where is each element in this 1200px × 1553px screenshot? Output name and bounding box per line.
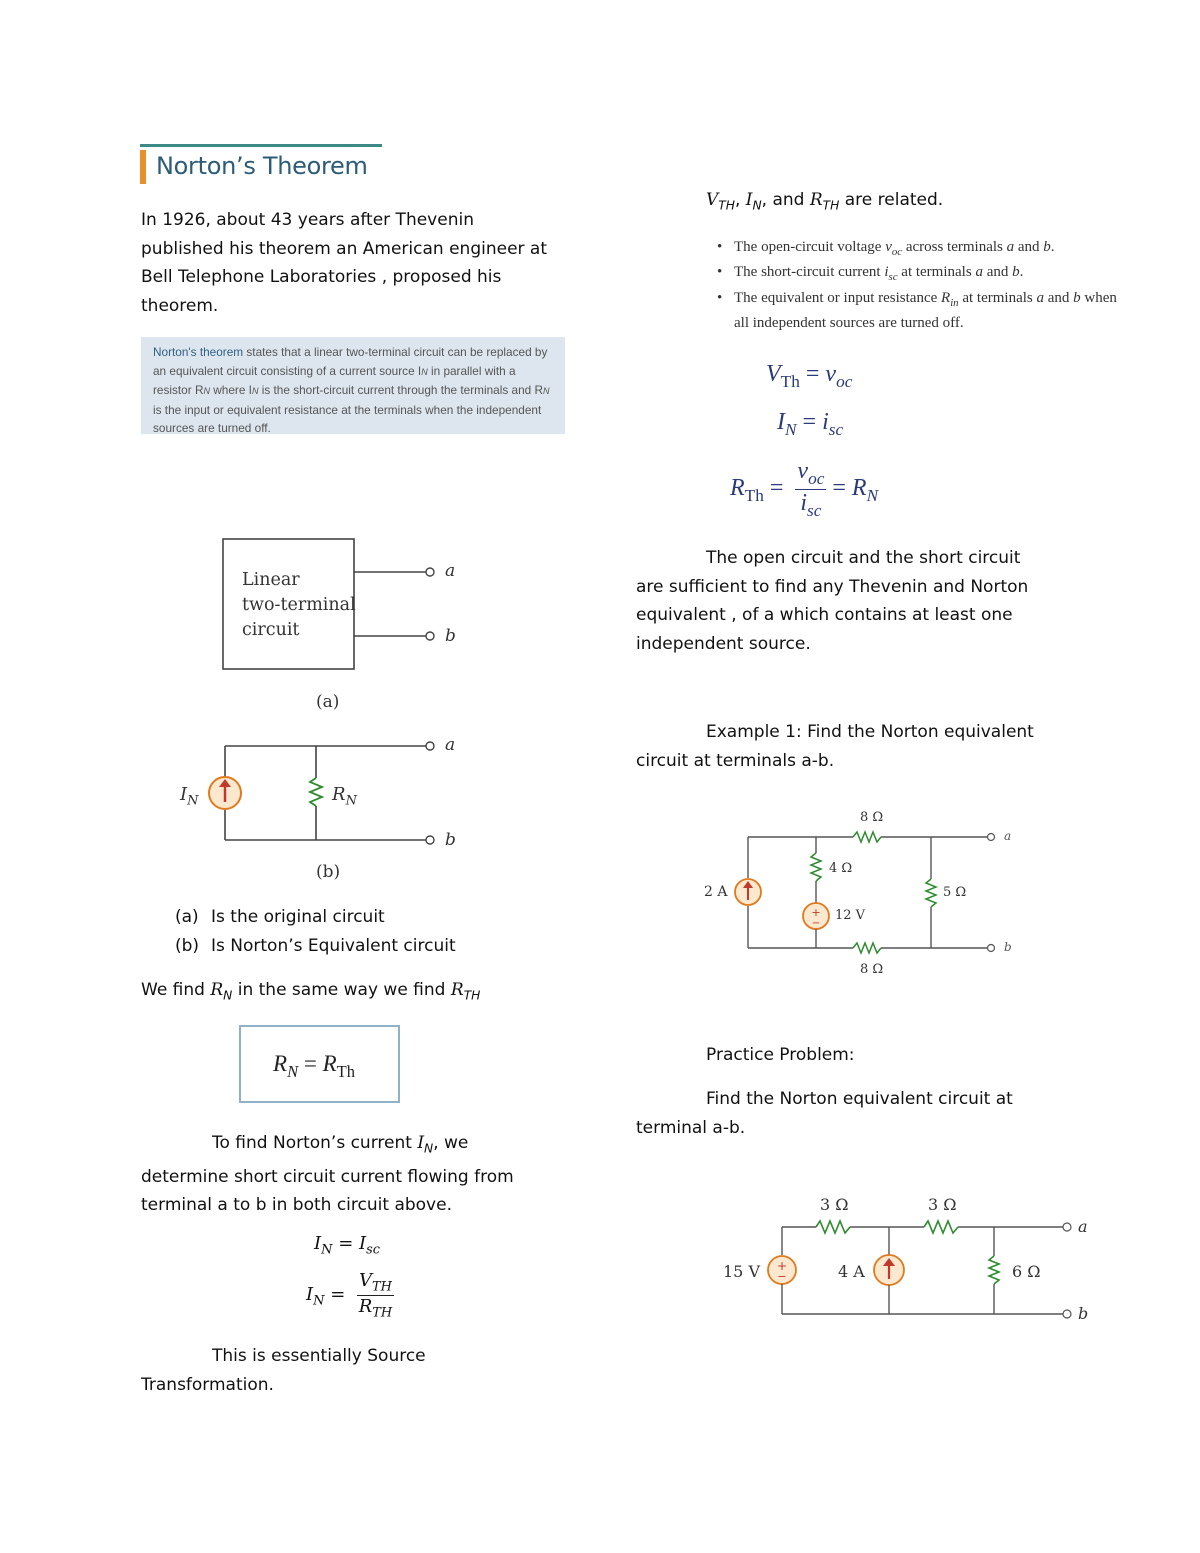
resistor-8ohm-bottom-icon xyxy=(853,943,881,953)
list-item: • The open-circuit voltage $v_{oc}$ across terminals a and b. xyxy=(707,237,1167,262)
linear-circuit-label: Linear two-terminal circuit xyxy=(242,570,356,640)
resistor-label: $R_N$ xyxy=(332,784,357,809)
figure-a-terminal-a: a xyxy=(445,561,456,581)
definition-box xyxy=(141,337,565,434)
boxed-equation: $R_N = R_{Th}$ xyxy=(239,1025,400,1103)
terminal-a-node xyxy=(988,834,995,841)
label-4ohm: 4 Ω xyxy=(829,861,853,876)
figure-b-terminal-a: a xyxy=(445,735,456,755)
label-8ohm-bottom: 8 Ω xyxy=(860,962,884,977)
practice-terminal-b: b xyxy=(1078,1304,1089,1323)
resistor-rn-icon xyxy=(310,778,322,806)
equation-rth: $R_{Th}$ = $\frac{v_{oc}}{i_{sc}}$ = $R_N$ xyxy=(730,458,879,521)
svg-text:+: + xyxy=(776,1259,788,1273)
norton-current-paragraph: To find Norton’s current $I_N$, we determine short circuit current flowing from terminal a to b in both circuit above. xyxy=(141,1133,514,1216)
page-title: Norton’s Theorem xyxy=(156,152,368,180)
intro-line: published his theorem an American engineer at xyxy=(141,238,547,259)
label-6ohm: 6 Ω xyxy=(1012,1262,1041,1281)
practice-title: Practice Problem: xyxy=(706,1045,855,1065)
practice-text: Find the Norton equivalent circuit at terminal a-b. xyxy=(636,1089,1013,1138)
voltage-source-icon xyxy=(768,1256,796,1284)
definition-term: Norton's theorem xyxy=(153,345,244,359)
resistor-8ohm-top-icon xyxy=(853,832,881,842)
equation-in-fraction: $I_N$ = $\frac{V_{TH}}{R_{TH}}$ xyxy=(306,1270,393,1321)
resistor-6ohm-icon xyxy=(989,1256,999,1284)
source-label: $I_N$ xyxy=(180,784,199,809)
voltage-source-icon xyxy=(803,903,829,929)
list-item: • The short-circuit current $i_{sc}$ at terminals a and b. xyxy=(707,262,1167,287)
intro-paragraph xyxy=(141,206,581,320)
label-12v: 12 V xyxy=(835,908,866,923)
label-15v: 15 V xyxy=(723,1262,760,1281)
intro-line: Bell Telephone Laboratories , proposed his xyxy=(141,267,502,287)
heading-accent xyxy=(140,150,146,184)
figure-b-caption: (b) xyxy=(316,862,341,882)
terminal-a-node xyxy=(426,568,434,576)
figure-b-terminal-b: b xyxy=(445,830,456,850)
source-transform-paragraph: This is essentially Source Transformation. xyxy=(141,1346,426,1395)
caption-item-b: (b) Is Norton’s Equivalent circuit xyxy=(175,935,456,956)
sufficient-paragraph: The open circuit and the short circuit are sufficient to find any Thevenin and Norton equivalent , of a which contains at least one independent source. xyxy=(636,548,1029,654)
terminal-a-node xyxy=(426,742,434,750)
definition-text: Norton's theorem states that a linear two-terminal circuit can be replaced by an equivalent circuit consisting of a current source IN in parallel with a resistor RN where IN is the short-circuit current through the terminals and RN is the input or equivalent resistance at the terminals when the independent sources are turned off. xyxy=(153,345,550,435)
example-1-heading: Example 1: Find the Norton equivalent circuit at terminals a-b. xyxy=(636,722,1034,771)
caption-list xyxy=(175,903,456,960)
current-source-icon xyxy=(874,1255,904,1285)
terminal-a-node xyxy=(1063,1223,1071,1231)
label-3ohm-right: 3 Ω xyxy=(928,1195,957,1214)
label-2a: 2 A xyxy=(704,884,728,900)
ex1-terminal-a: a xyxy=(1004,829,1012,843)
equation-vth: $V_{Th} = v_{oc}$ xyxy=(766,361,853,392)
terminal-b-node xyxy=(1063,1310,1071,1318)
label-3ohm-left: 3 Ω xyxy=(820,1195,849,1214)
svg-text:−: − xyxy=(777,1270,787,1283)
section-heading xyxy=(140,144,382,184)
svg-text:−: − xyxy=(811,918,821,929)
current-source-icon xyxy=(735,879,761,905)
resistor-3ohm-right-icon xyxy=(924,1221,958,1233)
caption-item-a: (a) Is the original circuit xyxy=(175,907,385,927)
label-5ohm: 5 Ω xyxy=(943,885,967,900)
list-item: • The equivalent or input resistance $R_{in}$ at terminals a and b when all independent sources are turned off. xyxy=(707,288,1167,334)
resistor-4ohm-icon xyxy=(811,853,821,881)
equation-in-isc: $I_N = I_{sc}$ xyxy=(314,1233,381,1258)
practice-circuit xyxy=(760,1210,1100,1330)
terminal-b-node xyxy=(426,836,434,844)
intro-line: theorem. xyxy=(141,295,219,316)
intro-line: In 1926, about 43 years after Thevenin xyxy=(141,210,474,230)
label-8ohm-top: 8 Ω xyxy=(860,810,884,825)
terminal-b-node xyxy=(988,945,995,952)
resistor-3ohm-left-icon xyxy=(816,1221,850,1233)
equation-in: $I_N = i_{sc}$ xyxy=(777,409,844,440)
bullet-list xyxy=(707,237,1167,333)
current-source-icon xyxy=(209,777,241,809)
resistor-5ohm-icon xyxy=(926,879,936,907)
example-1-circuit xyxy=(700,805,1030,985)
figure-a-caption: (a) xyxy=(316,692,340,712)
practice-terminal-a: a xyxy=(1078,1217,1088,1236)
svg-text:+: + xyxy=(811,906,821,919)
figure-a-terminal-b: b xyxy=(445,626,456,646)
label-4a: 4 A xyxy=(838,1262,865,1281)
terminal-b-node xyxy=(426,632,434,640)
ex1-terminal-b: b xyxy=(1004,940,1012,954)
related-sentence: $V_{TH}$, $I_N$, and $R_{TH}$ are related. xyxy=(706,190,944,213)
rn-sentence: We find $R_N$ in the same way we find $R_{TH}$ xyxy=(141,980,481,1003)
